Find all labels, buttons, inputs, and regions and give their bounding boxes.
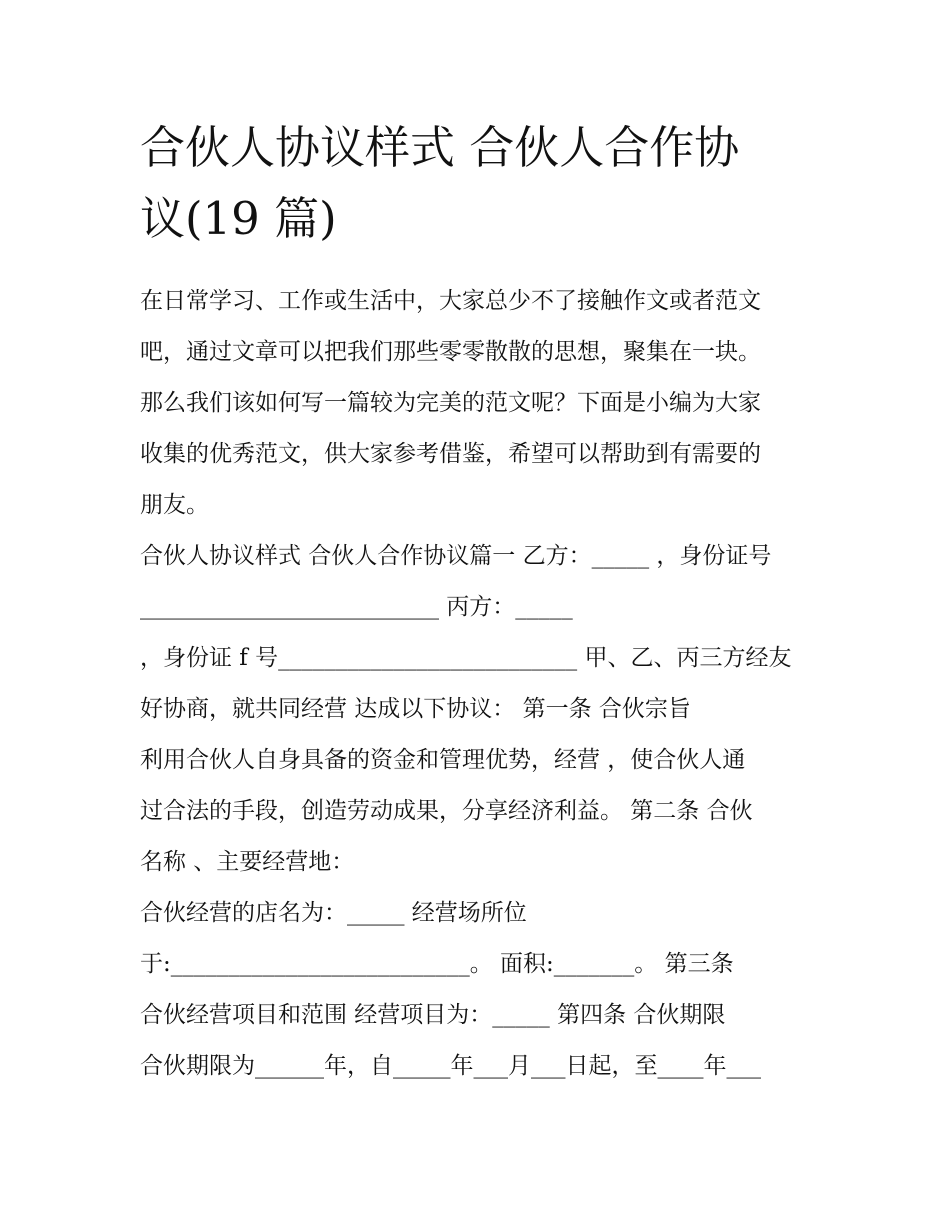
- title-line-2: 议(19 篇): [140, 192, 337, 245]
- body-line: 那么我们该如何写一篇较为完美的范文呢？下面是小编为大家: [140, 390, 761, 416]
- body-line: __________________________ 丙方：_____: [140, 594, 573, 620]
- body-line: 利用合伙人自身具备的资金和管理优势，经营 ，使合伙人通: [140, 747, 746, 773]
- body-line: 朋友。: [140, 492, 209, 518]
- body-line: 在日常学习、工作或生活中，大家总少不了接触作文或者范文: [140, 288, 761, 314]
- body-line: 合伙人协议样式 合伙人合作协议篇一 乙方：_____ ，身份证号: [140, 543, 772, 569]
- body-line: 合伙经营项目和范围 经营项目为：_____ 第四条 合伙期限: [140, 1002, 726, 1028]
- body-line: 吧，通过文章可以把我们那些零零散散的思想，聚集在一块。: [140, 339, 761, 365]
- document-body: [140, 276, 820, 1092]
- body-line: 合伙经营的店名为：_____ 经营场所位: [140, 900, 527, 926]
- body-line: 名称 、主要经营地：: [140, 849, 355, 875]
- document-title: [140, 112, 820, 254]
- body-line: 过合法的手段，创造劳动成果，分享经济利益。 第二条 合伙: [140, 798, 753, 824]
- body-line: 合伙期限为______年，自_____年___月___日起，至____年___: [140, 1053, 761, 1079]
- body-line: 于:__________________________。 面积:_______。 第三条: [140, 951, 734, 977]
- body-line: ，身份证 f 号__________________________ 甲、乙、丙三方经友: [140, 645, 792, 671]
- body-line: 收集的优秀范文，供大家参考借鉴，希望可以帮助到有需要的: [140, 441, 761, 467]
- title-line-1: 合伙人协议样式 合伙人合作协: [140, 121, 740, 174]
- body-line: 好协商，就共同经营 达成以下协议： 第一条 合伙宗旨: [140, 696, 691, 722]
